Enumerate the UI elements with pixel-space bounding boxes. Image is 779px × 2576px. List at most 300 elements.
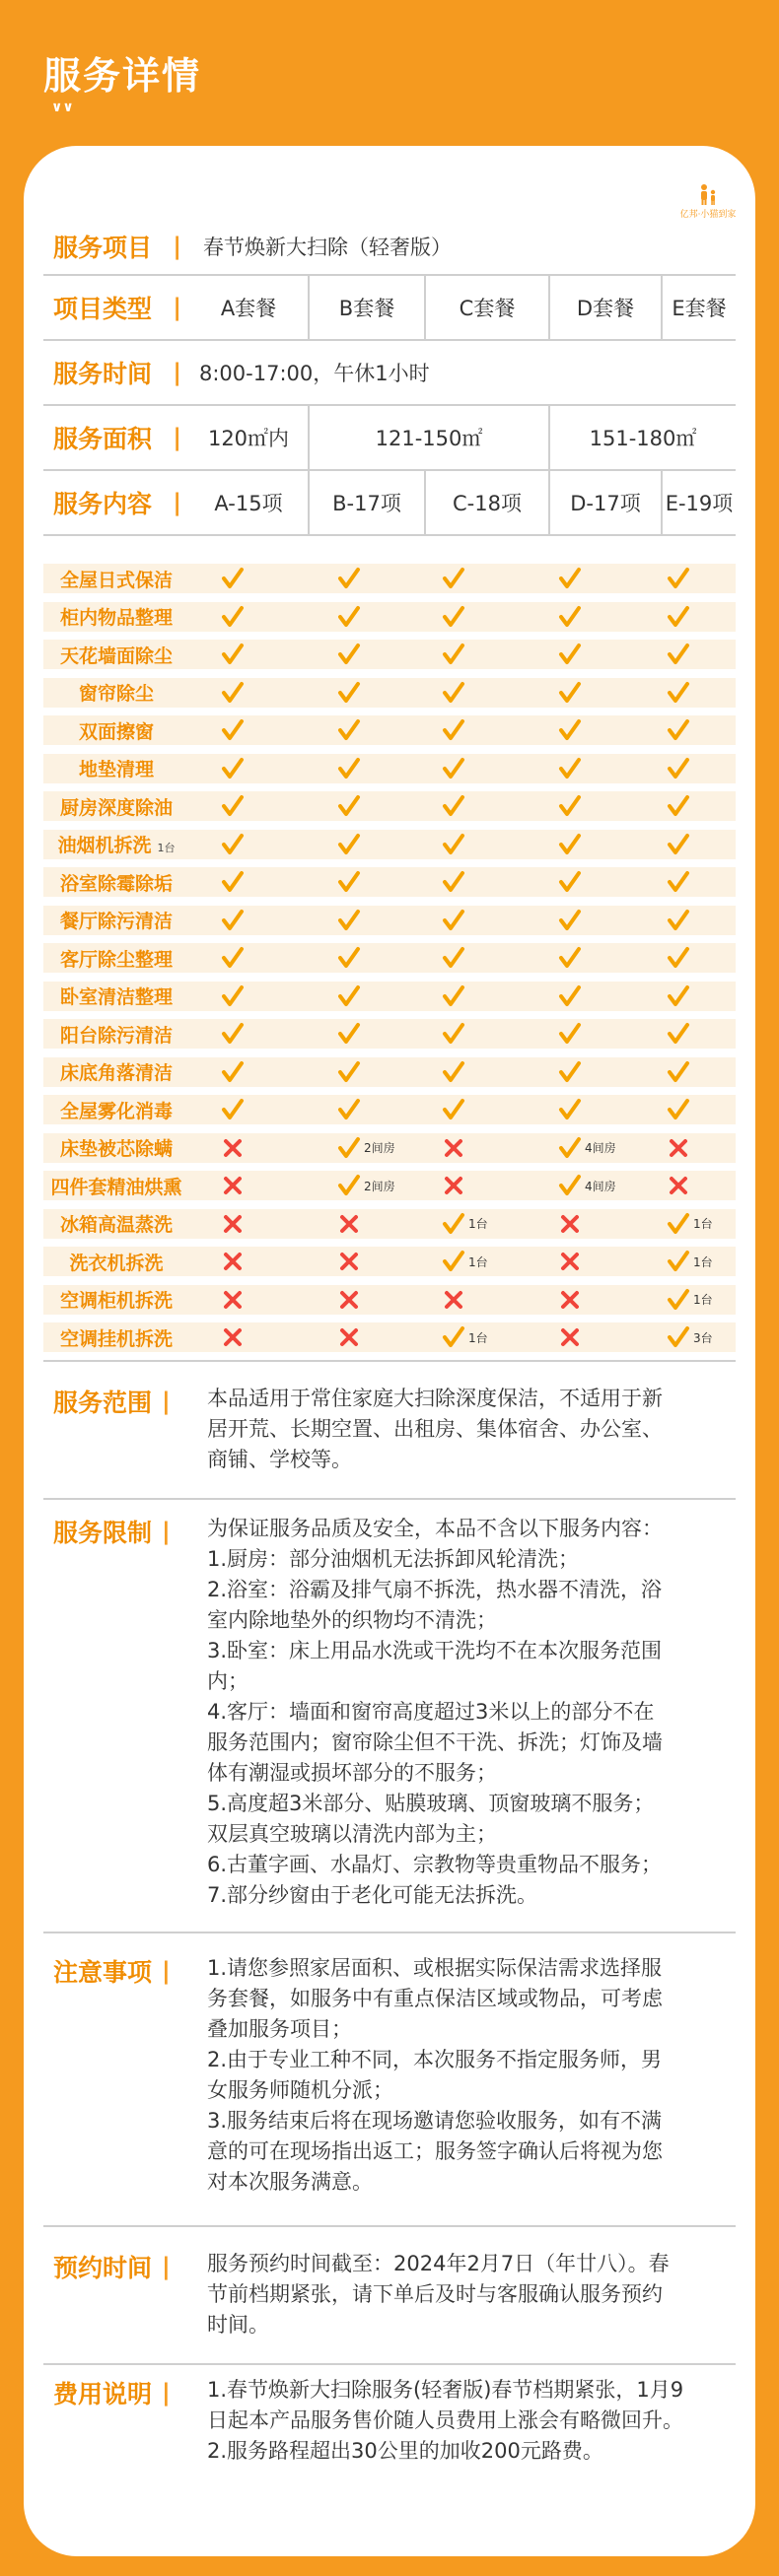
service-quantity-note: 1台 [157,842,176,854]
text-line: 3.服务结束后将在现场邀请您验收服务，如有不满 [207,2109,663,2133]
check-icon [667,1098,690,1121]
scope-section [43,1384,736,1482]
cross-mark-cell [221,1322,245,1352]
content-e: E-19项 [665,492,734,515]
check-mark-cell [221,715,245,745]
cross-mark-cell [558,1247,582,1276]
text-line: 本品适用于常住家庭大扫除深度保洁，不适用于新 [207,1387,663,1410]
cross-icon [221,1325,245,1349]
check-icon [667,1288,690,1312]
cross-mark-cell [558,1322,582,1352]
check-icon [221,946,245,970]
booking-section [43,2249,736,2347]
service-name: 卧室清洁整理 [59,986,173,1008]
check-mark-cell [558,678,582,708]
check-mark-cell [442,754,465,783]
check-mark-cell [667,678,690,708]
service-name-cell [43,1209,189,1239]
service-row [43,715,736,745]
divider [43,1498,736,1500]
service-name-cell [43,564,189,593]
text-line: 内； [207,1669,248,1693]
cross-icon [337,1325,361,1349]
check-icon [442,1022,465,1046]
service-name-wrap [60,1134,173,1161]
check-mark-cell [667,715,690,745]
check-icon [442,1060,465,1084]
cross-mark-cell [442,1133,465,1163]
check-icon [221,870,245,894]
check-mark-cell [221,564,245,593]
service-name: 四件套精油烘熏 [50,1176,182,1198]
page-title: 服务详情 [43,54,202,98]
check-icon [221,984,245,1008]
mark-quantity-note: 1台 [693,1217,713,1231]
check-icon [337,833,361,856]
cross-icon [442,1174,465,1197]
service-name: 厨房深度除油 [59,796,173,819]
service-content-label-wrap [43,471,189,534]
divider [424,276,426,339]
check-mark-cell [442,867,465,897]
check-icon [337,681,361,705]
content-a: A-15项 [214,492,283,515]
check-icon [221,833,245,856]
package-type-label: 项目类型 [53,295,153,323]
check-mark-cell [667,830,690,859]
check-icon [221,567,245,590]
check-icon [558,643,582,666]
check-icon [442,870,465,894]
divider [548,276,550,339]
service-row [43,1133,736,1163]
cross-icon [442,1136,465,1160]
check-mark-cell [558,943,582,973]
service-name-wrap [60,603,173,630]
service-time-label-wrap [43,341,189,404]
check-icon [337,984,361,1008]
fees-label-wrap [53,2375,171,2410]
check-icon [337,946,361,970]
check-mark-cell [442,564,465,593]
check-icon [558,1098,582,1121]
service-row [43,1095,736,1124]
check-icon [667,870,690,894]
check-mark-cell [337,640,361,669]
text-line: 1.请您参照家居面积、或根据实际保洁需求选择服 [207,1956,663,1980]
booking-label-wrap [53,2249,171,2284]
check-mark-cell [558,715,582,745]
check-icon [442,567,465,590]
check-icon [442,1325,465,1349]
service-name-cell [43,715,189,745]
service-name: 柜内物品整理 [59,607,173,629]
service-name-cell [43,1133,189,1163]
content-b: B-17项 [332,492,401,515]
service-name-cell [43,1095,189,1124]
check-mark-cell [221,602,245,632]
service-name-wrap [50,1173,181,1199]
check-icon [558,833,582,856]
cross-icon [337,1250,361,1273]
text-line: 双层真空玻璃以清洗内部为主； [207,1822,497,1846]
service-name-wrap [60,1324,173,1351]
service-row [43,982,736,1011]
check-icon [667,946,690,970]
cross-mark-cell [558,1209,582,1239]
text-line: 6.古董字画、水晶灯、宗教物等贵重物品不服务； [207,1853,663,1876]
check-icon [667,1250,690,1273]
service-name: 冰箱高温蒸洗 [59,1214,173,1236]
notes-label: 注意事项 [53,1958,153,1987]
cross-icon [667,1136,690,1160]
check-mark-cell [442,943,465,973]
service-name: 全屋雾化消毒 [59,1100,173,1122]
label-divider: | [173,489,181,516]
text-line: 居开荒、长期空置、出租房、集体宿舍、办公室、 [207,1417,663,1441]
service-name-wrap [60,793,173,820]
check-mark-cell [667,1247,713,1276]
check-icon [558,1060,582,1084]
service-name-wrap [60,1210,173,1237]
check-mark-cell [558,1057,582,1087]
area-de: 151-180㎡ [589,427,697,450]
mark-quantity-note: 1台 [693,1293,713,1307]
check-icon [337,1022,361,1046]
cross-icon [337,1212,361,1236]
check-icon [337,870,361,894]
limits-section [43,1514,736,1918]
service-name: 洗衣机拆洗 [69,1252,164,1274]
service-name: 阳台除污清洁 [59,1024,173,1047]
cross-icon [221,1174,245,1197]
fees-text [207,2375,732,2467]
brand-logo [678,183,738,221]
service-name-wrap [60,642,173,668]
check-icon [558,567,582,590]
service-name-cell [43,1057,189,1087]
text-line: 1.春节焕新大扫除服务(轻奢版)春节档期紧张，1月9 [207,2378,684,2402]
check-icon [442,643,465,666]
text-line: 女服务师随机分派； [207,2078,393,2102]
service-name-cell [43,1019,189,1049]
text-line: 室内除地垫外的织物均不清洗； [207,1608,497,1632]
check-icon [442,757,465,780]
service-row [43,830,736,859]
check-mark-cell [558,1095,582,1124]
text-line: 2.服务路程超出30公里的加收200元路费。 [207,2439,603,2463]
service-row [43,678,736,708]
content-c: C-18项 [453,492,522,515]
service-name-wrap [60,1021,173,1048]
service-row [43,1209,736,1239]
service-name-wrap [69,1249,163,1275]
check-mark-cell [221,1019,245,1049]
service-content-label: 服务内容 [53,490,153,518]
check-mark-cell [442,1209,488,1239]
notes-section [43,1953,736,2209]
service-name-cell [43,1171,189,1200]
check-icon [337,1136,361,1160]
scope-text [207,1384,732,1475]
check-mark-cell [442,906,465,935]
service-name-cell [43,906,189,935]
service-row [43,1247,736,1276]
label-divider: | [162,2253,171,2280]
service-row [43,564,736,593]
service-name-wrap [79,717,154,744]
cross-mark-cell [221,1247,245,1276]
check-icon [221,1022,245,1046]
check-icon [667,1212,690,1236]
check-mark-cell [442,791,465,821]
check-mark-cell [221,640,245,669]
fees-section [43,2375,736,2474]
service-item-label-wrap [43,221,189,272]
check-mark-cell [337,678,361,708]
package-d: D套餐 [576,297,635,320]
service-area-row [43,406,736,469]
check-mark-cell [667,906,690,935]
check-mark-cell [221,1057,245,1087]
service-name: 空调柜机拆洗 [59,1290,173,1312]
service-row [43,1057,736,1087]
label-divider: | [173,233,181,260]
text-line: 商铺、学校等。 [207,1448,352,1471]
check-mark-cell [558,754,582,783]
check-icon [667,833,690,856]
cross-icon [558,1325,582,1349]
check-mark-cell [221,867,245,897]
check-mark-cell [442,715,465,745]
service-name: 床垫被芯除螨 [59,1138,173,1160]
limits-label: 服务限制 [53,1519,153,1547]
service-name-wrap [60,566,173,592]
service-name-wrap [60,983,173,1009]
check-icon [558,1174,582,1197]
package-type-label-wrap [43,276,189,339]
cross-mark-cell [558,1285,582,1315]
service-item-label: 服务项目 [53,234,153,262]
mark-quantity-note: 1台 [468,1217,488,1231]
check-mark-cell [221,1095,245,1124]
check-icon [337,567,361,590]
check-mark-cell [221,791,245,821]
service-name: 浴室除霉除垢 [59,872,173,895]
check-icon [667,643,690,666]
check-mark-cell [442,1057,465,1087]
check-mark-cell [442,678,465,708]
check-icon [558,757,582,780]
check-icon [442,681,465,705]
check-mark-cell [337,1133,395,1163]
check-icon [442,909,465,932]
service-time-row [43,341,736,404]
text-line: 4.客厅：墙面和窗帘高度超过3米以上的部分不在 [207,1700,655,1724]
check-mark-cell [221,982,245,1011]
check-icon [558,946,582,970]
check-icon [442,1098,465,1121]
check-mark-cell [667,602,690,632]
check-icon [337,1174,361,1197]
check-icon [221,605,245,629]
check-mark-cell [442,602,465,632]
label-divider: | [162,1957,171,1985]
cross-mark-cell [221,1209,245,1239]
check-icon [667,681,690,705]
check-mark-cell [667,1019,690,1049]
chevron-down-icon: ∨∨ [51,100,74,115]
fees-label: 费用说明 [53,2380,153,2408]
cross-mark-cell [337,1322,361,1352]
service-name-cell [43,754,189,783]
divider [43,2225,736,2227]
check-mark-cell [337,1095,361,1124]
check-mark-cell [442,1247,488,1276]
cross-icon [221,1136,245,1160]
divider [308,276,310,339]
service-row [43,906,736,935]
text-line: 时间。 [207,2313,269,2337]
check-icon [558,1136,582,1160]
divider [43,534,736,536]
check-icon [337,1098,361,1121]
divider [424,471,426,534]
mark-quantity-note: 3台 [693,1330,713,1345]
scope-label-wrap [53,1384,171,1419]
cross-icon [667,1174,690,1197]
check-icon [667,718,690,742]
divider [548,471,550,534]
cross-mark-cell [667,1171,690,1200]
package-c: C套餐 [459,297,516,320]
check-mark-cell [337,715,361,745]
divider [308,471,310,534]
check-mark-cell [442,1095,465,1124]
check-mark-cell [558,906,582,935]
label-divider: | [173,359,181,386]
check-mark-cell [337,867,361,897]
service-name-cell [43,791,189,821]
notes-label-wrap [53,1953,171,1989]
check-icon [337,757,361,780]
package-e: E套餐 [672,297,727,320]
check-icon [667,1060,690,1084]
cross-icon [558,1288,582,1312]
service-name-cell [43,1285,189,1315]
check-icon [667,1022,690,1046]
check-mark-cell [558,1171,616,1200]
check-mark-cell [558,830,582,859]
check-mark-cell [558,640,582,669]
service-item-row [43,221,736,272]
check-mark-cell [337,830,361,859]
check-mark-cell [221,830,245,859]
check-mark-cell [337,564,361,593]
limits-label-wrap [53,1514,171,1549]
check-mark-cell [442,640,465,669]
service-row [43,754,736,783]
cross-icon [558,1212,582,1236]
divider [548,406,550,469]
booking-label: 预约时间 [53,2254,153,2282]
check-icon [558,681,582,705]
cross-mark-cell [442,1285,465,1315]
service-name-wrap [60,1097,173,1123]
divider [43,1932,736,1933]
service-name-cell [43,1322,189,1352]
check-icon [558,605,582,629]
service-name-wrap [60,945,173,972]
check-icon [337,909,361,932]
cross-mark-cell [221,1171,245,1200]
service-row [43,1171,736,1200]
check-icon [337,718,361,742]
cross-mark-cell [221,1133,245,1163]
check-mark-cell [221,943,245,973]
check-mark-cell [667,1209,713,1239]
cross-mark-cell [221,1285,245,1315]
service-name-cell [43,1247,189,1276]
service-area-label-wrap [43,406,189,469]
service-name: 双面擦窗 [78,720,154,743]
cross-icon [558,1250,582,1273]
service-name-cell [43,982,189,1011]
check-icon [667,1325,690,1349]
check-mark-cell [558,1133,616,1163]
check-mark-cell [558,564,582,593]
service-detail-card [24,146,755,2556]
area-bc: 121-150㎡ [375,427,483,450]
check-icon [221,681,245,705]
cross-icon [221,1250,245,1273]
check-mark-cell [221,754,245,783]
service-name-cell [43,678,189,708]
divider [43,1360,736,1362]
service-name-cell [43,943,189,973]
notes-text [207,1953,732,2198]
service-name: 地垫清理 [78,759,154,780]
service-name: 全屋日式保洁 [59,569,173,591]
check-mark-cell [558,1019,582,1049]
check-icon [442,794,465,818]
service-name-cell [43,640,189,669]
check-icon [221,757,245,780]
check-icon [667,909,690,932]
service-row [43,943,736,973]
check-icon [337,1060,361,1084]
cross-icon [221,1212,245,1236]
service-item-value: 春节焕新大扫除（轻奢版） [203,236,452,259]
text-line: 2.浴室：浴霸及排气扇不拆洗，热水器不清洗，浴 [207,1578,663,1601]
label-divider: | [162,1388,171,1415]
service-name-cell [43,867,189,897]
service-row [43,791,736,821]
cross-icon [221,1288,245,1312]
service-name-cell [43,830,189,859]
check-mark-cell [221,906,245,935]
area-a: 120㎡内 [207,427,290,450]
page-header [0,0,779,148]
check-mark-cell [337,1019,361,1049]
text-line: 2.由于专业工种不同，本次服务不指定服务师，男 [207,2048,663,2071]
check-mark-cell [558,982,582,1011]
package-b: B套餐 [338,297,395,320]
check-mark-cell [337,906,361,935]
check-mark-cell [667,791,690,821]
check-mark-cell [667,640,690,669]
text-line: 3.卧室：床上用品水洗或干洗均不在本次服务范围 [207,1639,663,1662]
